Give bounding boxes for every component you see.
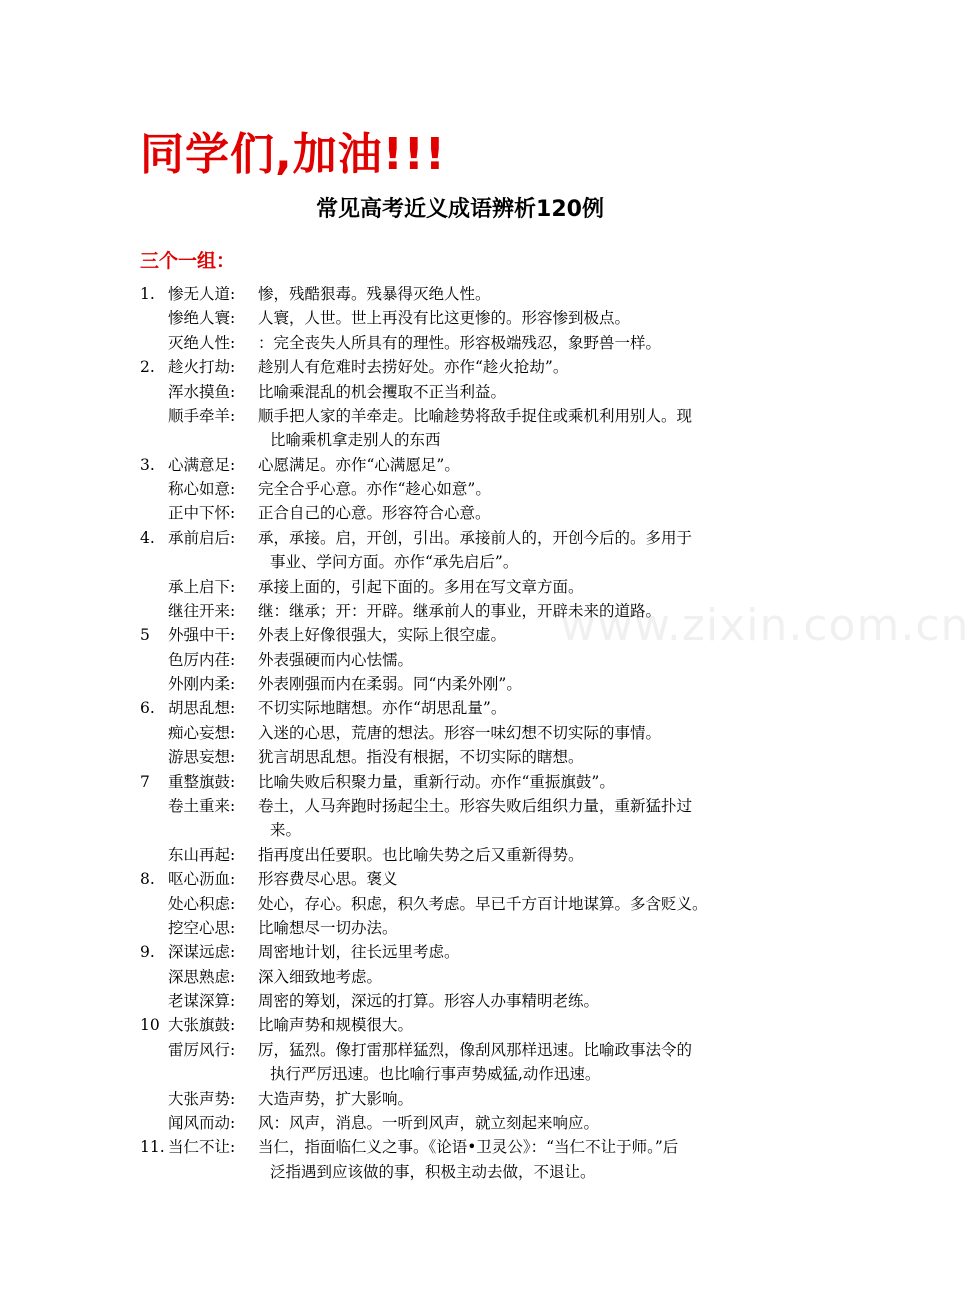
idiom-definition: 承，承接。启，开创，引出。承接前人的，开创今后的。多用于 (258, 528, 693, 547)
idiom-line (0, 501, 920, 525)
idiom-definition: 正合自己的心意。形容符合心意。 (258, 504, 491, 523)
idiom-term: 挖空心思: (168, 918, 236, 937)
idiom-definition: 承接上面的，引起下面的。多用在写文章方面。 (258, 577, 584, 596)
idiom-definition: 人寰，人世。世上再没有比这更惨的。形容惨到极点。 (258, 309, 631, 328)
item-number: 5 (140, 626, 150, 645)
idiom-line (0, 404, 920, 428)
definition-continuation: 泛指遇到应该做的事，积极主动去做，不退让。 (270, 1162, 596, 1181)
idiom-line (0, 575, 920, 599)
encouragement-banner: 同学们,加油!!! (140, 129, 446, 180)
idiom-definition: 惨，残酷狠毒。残暴得灭绝人性。 (258, 285, 491, 303)
idiom-line (0, 696, 920, 720)
item-number: 10 (140, 1016, 160, 1035)
idiom-definition: 犹言胡思乱想。指没有根据，不切实际的瞎想。 (258, 748, 584, 767)
idiom-line (0, 940, 920, 964)
section-heading: 三个一组： (140, 250, 236, 272)
definition-continuation: 来。 (270, 821, 302, 840)
item-number: 8. (140, 870, 155, 889)
item-number: 9. (140, 943, 155, 962)
idiom-definition: 大造声势，扩大影响。 (258, 1089, 414, 1108)
idiom-definition: 完全合乎心意。亦作“趁心如意”。 (258, 480, 491, 499)
idiom-line (0, 648, 920, 672)
idiom-definition: 外表刚强而内在柔弱。同“内柔外刚”。 (258, 675, 522, 694)
idiom-line (0, 306, 920, 330)
idiom-line (0, 1062, 920, 1086)
idiom-term: 心满意足: (168, 455, 236, 474)
idiom-definition: 顺手把人家的羊牵走。比喻趁势将敌手捉住或乘机利用别人。现 (258, 406, 693, 425)
idiom-term: 浑水摸鱼: (168, 382, 236, 401)
idiom-definition: 趁别人有危难时去捞好处。亦作“趁火抢劫”。 (258, 358, 569, 377)
idiom-term: 外强中干: (168, 626, 236, 645)
idiom-line (0, 599, 920, 623)
idiom-definition: 比喻乘混乱的机会攫取不正当利益。 (258, 382, 507, 401)
idiom-definition: 心愿满足。亦作“心满愿足”。 (258, 455, 460, 474)
idiom-definition: 外表上好像很强大，实际上很空虚。 (258, 626, 507, 645)
idiom-term: 胡思乱想: (168, 699, 236, 718)
item-number: 6. (140, 699, 155, 718)
idiom-line (0, 453, 920, 477)
idiom-line (0, 1013, 920, 1037)
idiom-definition: 当仁，指面临仁义之事。《论语•卫灵公》：“当仁不让于师。”后 (258, 1138, 679, 1157)
idiom-term: 东山再起: (168, 845, 236, 864)
idiom-line (0, 770, 920, 794)
idiom-line (0, 1111, 920, 1135)
idiom-definition: 指再度出任要职。也比喻失势之后又重新得势。 (258, 845, 584, 864)
idiom-definition: 继：继承；开：开辟。继承前人的事业，开辟未来的道路。 (258, 601, 662, 620)
idiom-definition: 入迷的心思，荒唐的想法。形容一味幻想不切实际的事情。 (258, 723, 662, 742)
idiom-term: 外刚内柔: (168, 675, 236, 694)
item-number: 7 (140, 772, 150, 791)
idiom-term: 雷厉风行: (168, 1040, 236, 1059)
idiom-term: 顺手牵羊: (168, 406, 236, 425)
idiom-line (0, 428, 920, 452)
definition-continuation: 执行严厉迅速。也比喻行事声势威猛,动作迅速。 (270, 1065, 601, 1084)
idiom-term: 承上启下: (168, 577, 236, 596)
idiom-definition: 处心，存心。积虑，积久考虑。早已千方百计地谋算。多含贬义。 (258, 894, 708, 913)
watermark: www.zixin.com.cn (560, 600, 969, 651)
idiom-line (0, 1087, 920, 1111)
item-number: 11. (140, 1138, 165, 1157)
idiom-line (0, 794, 920, 818)
idiom-term: 深思熟虑: (168, 967, 236, 986)
idiom-definition: 形容费尽心思。褒义 (258, 870, 398, 889)
idiom-term: 老谋深算: (168, 992, 236, 1011)
idiom-line (0, 550, 920, 574)
idiom-line (0, 843, 920, 867)
idiom-term: 大张声势: (168, 1089, 236, 1108)
idiom-definition: 外表强硬而内心怯懦。 (258, 650, 414, 669)
idiom-term: 大张旗鼓: (168, 1016, 236, 1035)
item-number: 4. (140, 528, 155, 547)
idiom-line (0, 331, 920, 355)
idiom-term: 卷土重来: (168, 796, 236, 815)
idiom-line (0, 892, 920, 916)
definition-continuation: 事业、学问方面。亦作“承先启后”。 (270, 553, 519, 572)
idiom-term: 深谋远虑: (168, 943, 236, 962)
idiom-definition: 比喻声势和规模很大。 (258, 1016, 414, 1035)
idiom-definition: 卷土，人马奔跑时扬起尘土。形容失败后组织力量，重新猛扑过 (258, 796, 693, 815)
idiom-line (0, 867, 920, 891)
idiom-term: 趁火打劫: (168, 358, 236, 377)
idiom-line (0, 477, 920, 501)
idiom-definition: 比喻想尽一切办法。 (258, 918, 398, 937)
idiom-definition: 周密地计划，往长远里考虑。 (258, 943, 460, 962)
idiom-term: 继往开来: (168, 601, 236, 620)
idiom-term: 称心如意: (168, 480, 236, 499)
idiom-line (0, 721, 920, 745)
idiom-definition: ：完全丧失人所具有的理性。形容极端残忍，象野兽一样。 (258, 333, 662, 352)
idiom-term: 处心积虑: (168, 894, 236, 913)
idiom-definition: 周密的筹划，深远的打算。形容人办事精明老练。 (258, 992, 600, 1011)
idiom-term: 色厉内荏: (168, 650, 236, 669)
idiom-line (0, 672, 920, 696)
idiom-term: 重整旗鼓: (168, 772, 236, 791)
idiom-line (0, 623, 920, 647)
idiom-line (0, 1038, 920, 1062)
idiom-line (0, 916, 920, 940)
idiom-line (0, 965, 920, 989)
idiom-term: 当仁不让: (168, 1138, 236, 1157)
idiom-term: 闻风而动: (168, 1113, 236, 1132)
item-number: 2. (140, 358, 155, 377)
idiom-line (0, 1135, 920, 1159)
definition-continuation: 比喻乘机拿走别人的东西 (270, 431, 441, 450)
idiom-term: 正中下怀: (168, 504, 236, 523)
idiom-definition: 风：风声，消息。一听到风声，就立刻起来响应。 (258, 1113, 600, 1132)
idiom-term: 惨无人道: (168, 285, 236, 303)
idiom-term: 痴心妄想: (168, 723, 236, 742)
idiom-line (0, 526, 920, 550)
idiom-definition: 厉，猛烈。像打雷那样猛烈，像刮风那样迅速。比喻政事法令的 (258, 1040, 693, 1059)
idiom-line (0, 355, 920, 379)
idiom-line (0, 380, 920, 404)
idiom-term: 灭绝人性: (168, 333, 236, 352)
idiom-term: 游思妄想: (168, 748, 236, 767)
idiom-line (0, 282, 920, 306)
idiom-definition: 比喻失败后积聚力量，重新行动。亦作“重振旗鼓”。 (258, 772, 615, 791)
idiom-term: 惨绝人寰: (168, 309, 236, 328)
idiom-line (0, 745, 920, 769)
document-title: 常见高考近义成语辨析120例 (316, 197, 604, 222)
item-number: 1. (140, 285, 155, 303)
idiom-term: 呕心沥血: (168, 870, 236, 889)
idiom-term: 承前启后: (168, 528, 236, 547)
idiom-definition: 不切实际地瞎想。亦作“胡思乱量”。 (258, 699, 507, 718)
item-number: 3. (140, 455, 155, 474)
idiom-line (0, 1160, 920, 1184)
idiom-definition: 深入细致地考虑。 (258, 967, 383, 986)
idiom-line (0, 989, 920, 1013)
idiom-line (0, 818, 920, 842)
